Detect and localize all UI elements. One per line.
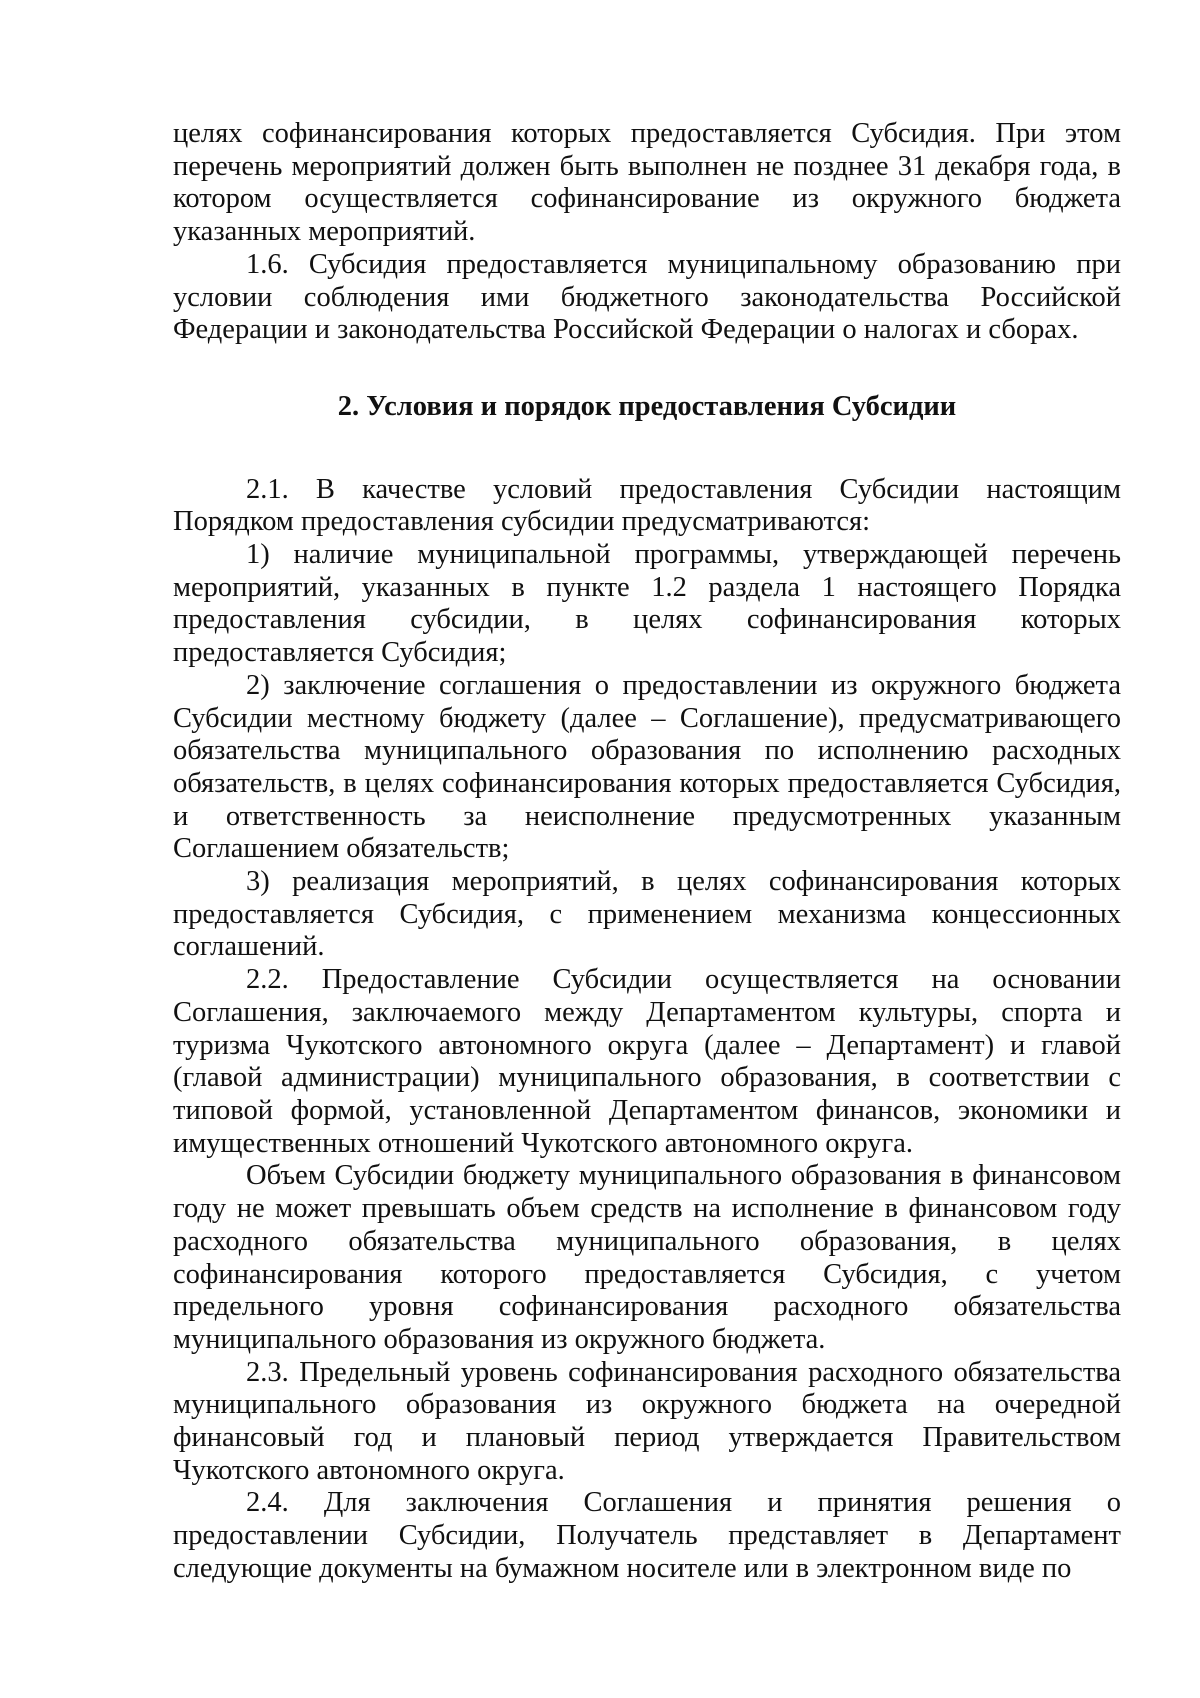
document-page [173,118,1121,1586]
paragraph-2-1-item-3: 3) реализация мероприятий, в целях софинансирования которых предоставляется Субсидия, с применением механизма концессионных соглашений. [173,866,1121,963]
paragraph-1-6: 1.6. Субсидия предоставляется муниципальному образованию при условии соблюдения ими бюджетного законодательства Российской Федерации и законодательства Российской Федерации о налогах и сборах. [173,248,1121,346]
paragraph-2-4: 2.4. Для заключения Соглашения и принятия решения о предоставлении Субсидии, Получатель представляет в Департамент следующие документы на бумажном носителе или в электронном виде по [173,1487,1121,1584]
paragraph-2-1-item-2: 2) заключение соглашения о предоставлении из окружного бюджета Субсидии местному бюджету (далее – Соглашение), предусматривающего обязательства муниципального образования по исполнению расходных обязательств, в целях софинансирования которых предоставляется Субсидия, и ответственность за неисполнение предусмотренных указанным Соглашением обязательств; [173,669,1121,865]
section-heading: 2. Условия и порядок предоставления Субсидии [337,390,957,422]
paragraph-2-1-item-1: 1) наличие муниципальной программы, утверждающей перечень мероприятий, указанных в пункте 1.2 раздела 1 настоящего Порядка предоставления субсидии, в целях софинансирования которых предоставляется Субсидия; [173,539,1121,669]
paragraph-2-3: 2.3. Предельный уровень софинансирования расходного обязательства муниципального образования из окружного бюджета на очередной финансовый год и плановый период утверждается Правительством Чукотского автономного округа. [173,1356,1121,1486]
paragraph-2-2: 2.2. Предоставление Субсидии осуществляется на основании Соглашения, заключаемого между Департаментом культуры, спорта и туризма Чукотского автономного округа (далее – Департамент) и главой (главой администрации) муниципального образования, в соответствии с типовой формой, установленной Департаментом финансов, экономики и имущественных отношений Чукотского автономного округа. [173,964,1121,1159]
paragraph-2-2-volume: Объем Субсидии бюджету муниципального образования в финансовом году не может превышать объем средств на исполнение в финансовом году расходного обязательства муниципального образования, в целях софинансирования которого предоставляется Субсидия, с учетом предельного уровня софинансирования расходного обязательства муниципального образования из окружного бюджета. [173,1160,1121,1355]
paragraph-2-1: 2.1. В качестве условий предоставления Субсидии настоящим Порядком предоставления субсидии предусматриваются: [173,473,1121,538]
paragraph-continuation: целях софинансирования которых предоставляется Субсидия. При этом перечень мероприятий должен быть выполнен не позднее 31 декабря года, в котором осуществляется софинансирование из окружного бюджета указанных мероприятий. [173,118,1121,248]
